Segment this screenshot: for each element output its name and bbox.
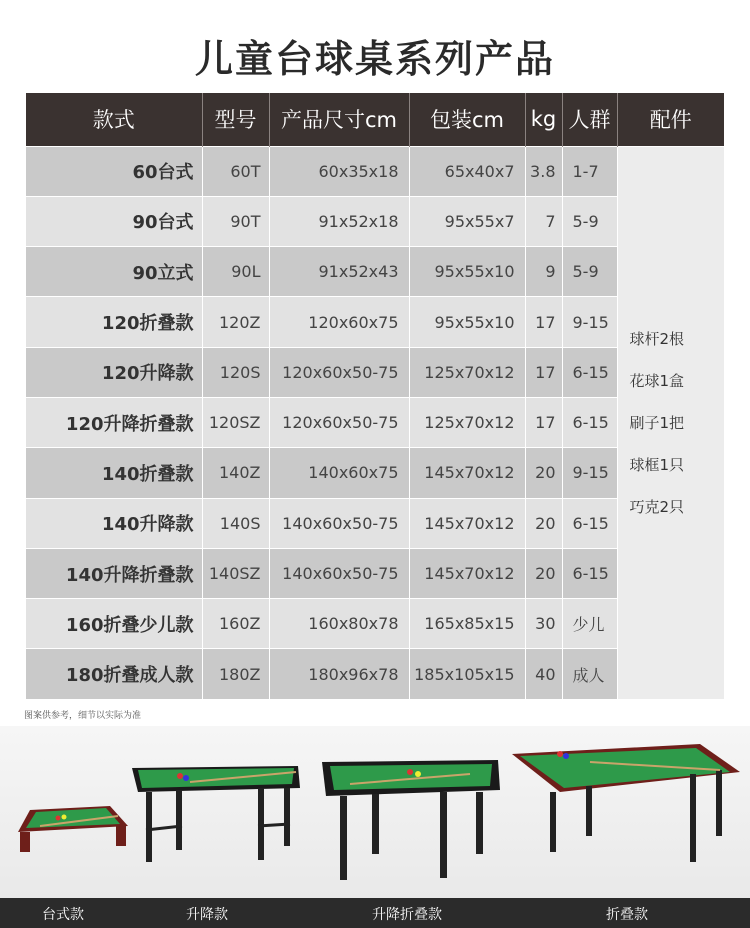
cell-pack: 165x85x15 (409, 599, 525, 649)
cell-kg: 30 (525, 599, 562, 649)
accessory-item: 球杆2根 (629, 329, 685, 348)
cell-people: 少儿 (562, 599, 617, 649)
cell-size: 91x52x43 (269, 247, 409, 297)
cell-kg: 17 (525, 347, 562, 397)
cell-name: 160折叠少儿款 (26, 599, 202, 649)
cell-people: 6-15 (562, 397, 617, 447)
cell-model: 120SZ (202, 397, 269, 447)
cell-size: 120x60x50-75 (269, 347, 409, 397)
cell-people: 9-15 (562, 297, 617, 347)
header-model: 型号 (202, 93, 269, 146)
folding-pool-table-image (512, 744, 740, 862)
cell-kg: 17 (525, 297, 562, 347)
cell-model: 90T (202, 196, 269, 246)
accessory-item: 巧克2只 (629, 497, 685, 516)
accessories-cell (617, 146, 724, 699)
accessory-item: 球框1只 (629, 455, 685, 474)
cell-kg: 9 (525, 247, 562, 297)
cell-kg: 7 (525, 196, 562, 246)
caption-folding: 折叠款 (606, 907, 648, 923)
cell-model: 120S (202, 347, 269, 397)
cell-size: 140x60x75 (269, 448, 409, 498)
cell-kg: 20 (525, 498, 562, 548)
tabletop-pool-table-image (18, 806, 128, 852)
cell-name: 90立式 (26, 247, 202, 297)
header-pack: 包装cm (409, 93, 525, 146)
cell-people: 5-9 (562, 247, 617, 297)
cell-pack: 95x55x10 (409, 297, 525, 347)
header-style: 款式 (26, 93, 202, 146)
cell-model: 60T (202, 146, 269, 196)
cell-name: 180折叠成人款 (26, 649, 202, 699)
accessory-item: 花球1盒 (629, 371, 685, 390)
cell-model: 140Z (202, 448, 269, 498)
cell-size: 60x35x18 (269, 146, 409, 196)
caption-tabletop: 台式款 (42, 907, 84, 923)
header-accessories: 配件 (617, 93, 724, 146)
cell-size: 140x60x50-75 (269, 498, 409, 548)
page-title: 儿童台球桌系列产品 (194, 37, 555, 81)
cell-name: 140升降款 (26, 498, 202, 548)
cell-model: 120Z (202, 297, 269, 347)
cell-size: 140x60x50-75 (269, 548, 409, 598)
header-people: 人群 (562, 93, 617, 146)
cell-pack: 125x70x12 (409, 347, 525, 397)
cell-pack: 185x105x15 (409, 649, 525, 699)
cell-pack: 145x70x12 (409, 498, 525, 548)
table-row (26, 146, 724, 196)
cell-people: 9-15 (562, 448, 617, 498)
disclaimer-note: 图案供参考，细节以实际为准 (24, 711, 142, 721)
header-kg: kg (525, 93, 562, 146)
cell-size: 120x60x50-75 (269, 397, 409, 447)
cell-people: 5-9 (562, 196, 617, 246)
cell-name: 140升降折叠款 (26, 548, 202, 598)
cell-name: 140折叠款 (26, 448, 202, 498)
cell-size: 91x52x18 (269, 196, 409, 246)
cell-kg: 20 (525, 548, 562, 598)
cell-model: 180Z (202, 649, 269, 699)
cell-name: 120升降款 (26, 347, 202, 397)
cell-kg: 40 (525, 649, 562, 699)
cell-kg: 20 (525, 448, 562, 498)
cell-kg: 17 (525, 397, 562, 447)
cell-name: 120折叠款 (26, 297, 202, 347)
cell-name: 60台式 (26, 146, 202, 196)
cell-model: 140SZ (202, 548, 269, 598)
cell-people: 6-15 (562, 498, 617, 548)
product-photo-strip (0, 726, 750, 898)
lifting-pool-table-image (132, 766, 300, 862)
caption-lifting: 升降款 (186, 907, 228, 923)
cell-kg: 3.8 (525, 146, 562, 196)
header-size: 产品尺寸cm (269, 93, 409, 146)
cell-people: 成人 (562, 649, 617, 699)
cell-name: 120升降折叠款 (26, 397, 202, 447)
cell-people: 6-15 (562, 347, 617, 397)
cell-size: 160x80x78 (269, 599, 409, 649)
lifting-folding-pool-table-image (322, 760, 500, 880)
cell-pack: 65x40x7 (409, 146, 525, 196)
cell-pack: 145x70x12 (409, 548, 525, 598)
cell-pack: 145x70x12 (409, 448, 525, 498)
spec-table (26, 93, 724, 699)
cell-pack: 125x70x12 (409, 397, 525, 447)
cell-model: 90L (202, 247, 269, 297)
cell-pack: 95x55x7 (409, 196, 525, 246)
cell-size: 120x60x75 (269, 297, 409, 347)
cell-people: 6-15 (562, 548, 617, 598)
accessory-item: 刷子1把 (629, 413, 685, 432)
caption-lifting-folding: 升降折叠款 (372, 907, 442, 923)
cell-size: 180x96x78 (269, 649, 409, 699)
cell-people: 1-7 (562, 146, 617, 196)
cell-model: 160Z (202, 599, 269, 649)
cell-pack: 95x55x10 (409, 247, 525, 297)
cell-name: 90台式 (26, 196, 202, 246)
table-header-row (26, 93, 724, 146)
cell-model: 140S (202, 498, 269, 548)
